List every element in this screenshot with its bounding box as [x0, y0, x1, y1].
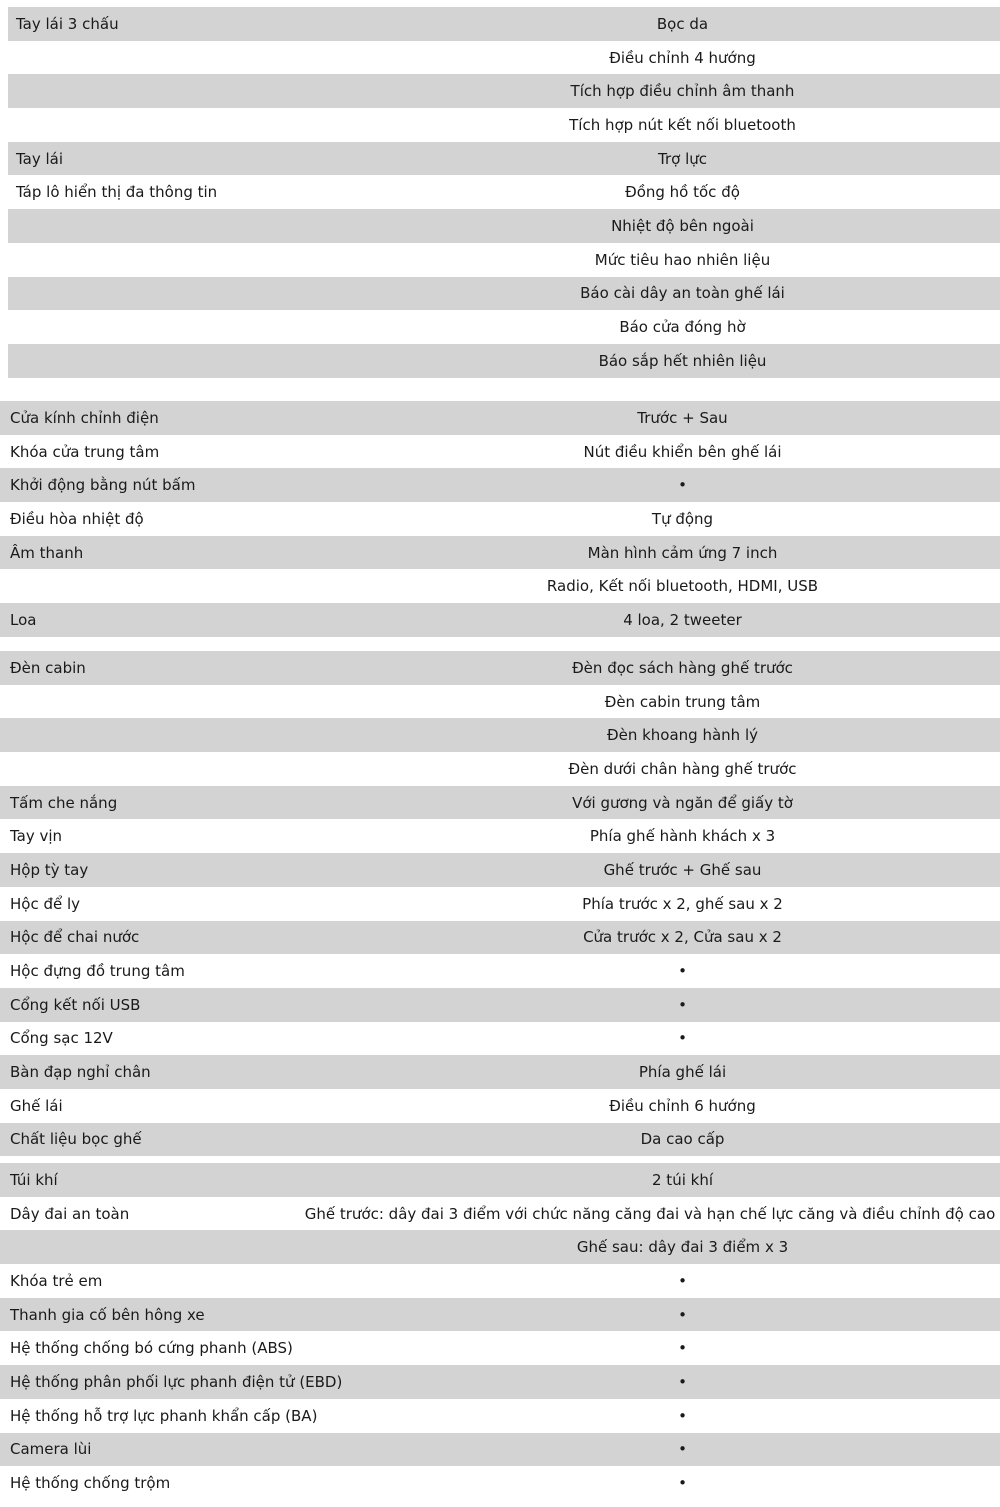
- spec-label: Âm thanh: [10, 543, 84, 562]
- spec-label: Tay lái 3 chấu: [16, 14, 119, 33]
- spec-table-interior: [0, 651, 1000, 1156]
- table-row: [8, 277, 1000, 311]
- spec-value: Bọc da: [656, 14, 709, 33]
- spec-value: •: [678, 1372, 687, 1391]
- spec-label: Hộc để chai nước: [10, 928, 140, 947]
- spec-table-safety: [0, 1163, 1000, 1500]
- table-row: [0, 988, 1000, 1022]
- table-row: [0, 819, 1000, 853]
- spec-label: Khóa cửa trung tâm: [10, 442, 160, 461]
- table-row: [0, 1163, 1000, 1197]
- spec-label: Điều hòa nhiệt độ: [10, 509, 144, 528]
- spec-value: Nút điều khiển bên ghế lái: [583, 442, 782, 461]
- spec-label: Hệ thống phân phối lực phanh điện tử (EBD): [10, 1372, 343, 1391]
- spec-label: Táp lô hiển thị đa thông tin: [16, 183, 218, 202]
- table-row: [0, 1365, 1000, 1399]
- spec-label: Hệ thống chống bó cứng phanh (ABS): [10, 1339, 293, 1358]
- spec-table-steering-dashboard: [0, 7, 1000, 378]
- spec-label: Hệ thống hỗ trợ lực phanh khẩn cấp (BA): [10, 1406, 318, 1425]
- spec-value: •: [678, 1474, 687, 1493]
- spec-value: •: [678, 476, 687, 495]
- spec-value: •: [678, 1440, 687, 1459]
- spec-label: Dây đai an toàn: [10, 1204, 130, 1223]
- table-row: [8, 310, 1000, 344]
- spec-label: Hộc để ly: [10, 894, 81, 913]
- table-row: [0, 603, 1000, 637]
- spec-label: Túi khí: [10, 1170, 58, 1189]
- table-row: [0, 502, 1000, 536]
- table-row: [0, 954, 1000, 988]
- spec-value: Radio, Kết nối bluetooth, HDMI, USB: [546, 577, 819, 596]
- spec-value: Ghế trước: dây đai 3 điểm với chức năng căng đai và hạn chế lực căng và điều chỉnh độ cao: [304, 1204, 996, 1223]
- spec-value: •: [678, 1339, 687, 1358]
- spec-label: Khởi động bằng nút bấm: [10, 476, 196, 495]
- spec-value: Mức tiêu hao nhiên liệu: [594, 250, 771, 269]
- spec-label: Bàn đạp nghỉ chân: [10, 1063, 151, 1082]
- spec-value: Tích hợp điều chỉnh âm thanh: [570, 82, 795, 101]
- table-row: [0, 1197, 1000, 1231]
- spec-value: Đèn cabin trung tâm: [604, 692, 761, 711]
- table-row: [0, 1264, 1000, 1298]
- table-row: [0, 1466, 1000, 1500]
- spec-label: Camera lùi: [10, 1440, 92, 1459]
- table-row: [0, 1433, 1000, 1467]
- spec-label: Cổng kết nối USB: [10, 995, 141, 1014]
- spec-value: Đèn dưới chân hàng ghế trước: [568, 759, 797, 778]
- table-row: [0, 401, 1000, 435]
- spec-value: Báo cửa đóng hờ: [619, 318, 746, 337]
- table-row: [0, 651, 1000, 685]
- spec-label: Tay vịn: [10, 827, 63, 846]
- table-row: [0, 786, 1000, 820]
- table-row: [0, 1399, 1000, 1433]
- spec-value: Điều chỉnh 4 hướng: [609, 48, 756, 67]
- table-row: [0, 1123, 1000, 1157]
- spec-value: Ghế sau: dây đai 3 điểm x 3: [576, 1238, 789, 1257]
- spec-value: •: [678, 962, 687, 981]
- spec-value: Ghế trước + Ghế sau: [603, 860, 762, 879]
- table-row: [8, 142, 1000, 176]
- spec-label: Tấm che nắng: [10, 793, 118, 812]
- table-row: [0, 1022, 1000, 1056]
- spec-value: Điều chỉnh 6 hướng: [609, 1096, 756, 1115]
- spec-value: Đèn khoang hành lý: [606, 726, 758, 745]
- spec-value: Báo cài dây an toàn ghế lái: [580, 284, 785, 303]
- spec-value: Tích hợp nút kết nối bluetooth: [569, 115, 796, 134]
- table-row: [0, 569, 1000, 603]
- spec-label: Ghế lái: [10, 1096, 63, 1115]
- spec-table-comfort: [0, 401, 1000, 637]
- spec-value: Trợ lực: [658, 149, 707, 168]
- table-row: [0, 685, 1000, 719]
- table-row: [0, 1331, 1000, 1365]
- spec-value: Nhiệt độ bên ngoài: [611, 216, 754, 235]
- spec-value: Với gương và ngăn để giấy tờ: [572, 793, 793, 812]
- table-row: [0, 1089, 1000, 1123]
- spec-value: Trước + Sau: [637, 408, 728, 427]
- spec-value: Màn hình cảm ứng 7 inch: [587, 543, 778, 562]
- spec-label: Cổng sạc 12V: [10, 1029, 113, 1048]
- table-row: [0, 718, 1000, 752]
- spec-value: •: [678, 1271, 687, 1290]
- spec-label: Tay lái: [16, 149, 64, 168]
- spec-value: •: [678, 1406, 687, 1425]
- spec-value: •: [678, 1029, 687, 1048]
- spec-label: Hệ thống chống trộm: [10, 1474, 171, 1493]
- spec-value: Phía trước x 2, ghế sau x 2: [582, 894, 783, 913]
- table-row: [8, 108, 1000, 142]
- table-row: [0, 468, 1000, 502]
- spec-value: Tự động: [651, 509, 714, 528]
- table-row: [8, 209, 1000, 243]
- spec-value: 2 túi khí: [652, 1170, 713, 1189]
- table-row: [0, 853, 1000, 887]
- table-row: [8, 243, 1000, 277]
- spec-value: Da cao cấp: [640, 1130, 725, 1149]
- spec-value: •: [678, 995, 687, 1014]
- table-row: [0, 887, 1000, 921]
- spec-label: Thanh gia cố bên hông xe: [10, 1305, 205, 1324]
- spec-value: Phía ghế lái: [638, 1063, 727, 1082]
- table-row: [0, 1230, 1000, 1264]
- spec-value: Phía ghế hành khách x 3: [589, 827, 776, 846]
- spec-label: Hộp tỳ tay: [10, 860, 89, 879]
- table-row: [0, 921, 1000, 955]
- spec-label: Cửa kính chỉnh điện: [10, 408, 159, 427]
- spec-value: Cửa trước x 2, Cửa sau x 2: [583, 928, 782, 947]
- spec-label: Khóa trẻ em: [10, 1271, 103, 1290]
- table-row: [8, 41, 1000, 75]
- spec-label: Hộc đựng đồ trung tâm: [10, 962, 185, 981]
- spec-label: Đèn cabin: [10, 658, 86, 677]
- table-row: [8, 175, 1000, 209]
- table-row: [0, 536, 1000, 570]
- table-row: [0, 1055, 1000, 1089]
- spec-value: Báo sắp hết nhiên liệu: [598, 351, 767, 370]
- table-row: [0, 752, 1000, 786]
- spec-value: Đèn đọc sách hàng ghế trước: [572, 658, 793, 677]
- table-row: [8, 7, 1000, 41]
- table-row: [8, 344, 1000, 378]
- spec-label: Chất liệu bọc ghế: [10, 1130, 142, 1149]
- table-row: [0, 1298, 1000, 1332]
- spec-label: Loa: [10, 610, 37, 629]
- table-row: [8, 74, 1000, 108]
- spec-value: 4 loa, 2 tweeter: [623, 610, 742, 629]
- spec-value: •: [678, 1305, 687, 1324]
- table-row: [0, 435, 1000, 469]
- spec-value: Đồng hồ tốc độ: [625, 183, 740, 202]
